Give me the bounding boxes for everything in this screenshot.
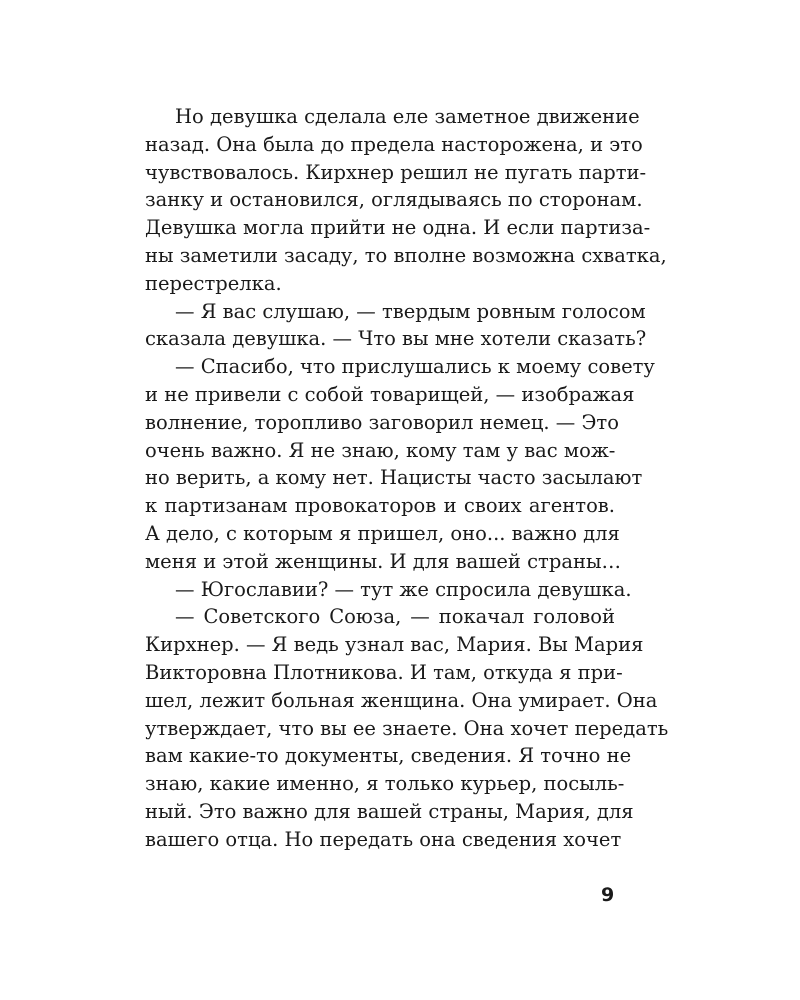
text-line: чувствовалось. Кирхнер решил не пугать парти- [145,160,647,184]
text-line: — Спасибо, что прислушались к моему совету [175,355,655,379]
text-line: ны заметили засаду, то вполне возможна схватка, [145,243,667,267]
text-line: знаю, какие именно, я только курьер, посыль- [145,772,625,796]
text-line: к партизанам провокаторов и своих агентов. [145,494,615,518]
text-line: волнение, торопливо заговорил немец. — Это [145,410,619,434]
text-line: — Советского Союза, — покачал головой [175,605,615,629]
text-line: — Я вас слушаю, — твердым ровным голосом [175,299,646,323]
text-line: назад. Она была до предела насторожена, и это [145,132,643,156]
text-line: сказала девушка. — Что вы мне хотели сказать? [145,327,647,351]
text-line: очень важно. Я не знаю, кому там у вас мож- [145,438,616,462]
body-text [145,103,669,854]
text-line: утверждает, что вы ее знаете. Она хочет передать [145,716,669,740]
text-line: но верить, а кому нет. Нацисты часто засылают [145,466,643,490]
text-line: Викторовна Плотникова. И там, откуда я при- [145,660,623,684]
page-number: 9 [601,884,615,906]
text-line: А дело, с которым я пришел, оно... важно для [145,521,620,545]
text-line: и не привели с собой товарищей, — изображая [145,382,635,406]
text-line: вашего отца. Но передать она сведения хочет [145,827,622,851]
text-line: вам какие-то документы, сведения. Я точно не [145,744,632,768]
text-line: Кирхнер. — Я ведь узнал вас, Мария. Вы Мария [145,633,644,657]
text-line: Девушка могла прийти не одна. И если партиза- [145,216,651,240]
text-line: перестрелка. [145,271,282,295]
text-line: — Югославии? — тут же спросила девушка. [175,577,632,601]
text-line: меня и этой женщины. И для вашей страны… [145,549,621,573]
text-line: ный. Это важно для вашей страны, Мария, для [145,799,634,823]
text-line: Но девушка сделала еле заметное движение [175,105,640,128]
text-line: шел, лежит больная женщина. Она умирает. Она [145,688,658,712]
text-line: занку и остановился, оглядываясь по сторонам. [145,188,643,212]
